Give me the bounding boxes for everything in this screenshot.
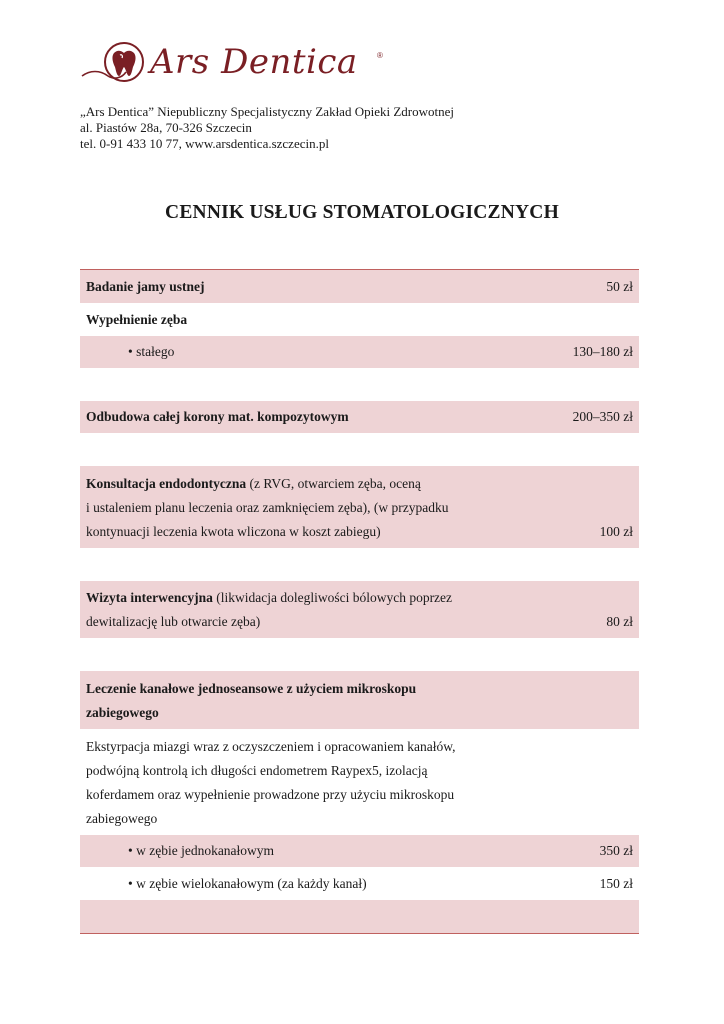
service-price: 150 zł — [599, 876, 633, 891]
spacer-row — [80, 368, 639, 401]
service-price: 200–350 zł — [572, 409, 633, 424]
price-row-crown — [80, 401, 639, 433]
service-price: 130–180 zł — [572, 344, 633, 359]
service-name: Konsultacja endodontyczna — [86, 476, 247, 491]
price-row-filling — [80, 303, 639, 336]
price-row-endo-multi — [80, 867, 639, 900]
registered-mark: ® — [377, 51, 383, 60]
service-detail: Ekstyrpacja miazgi wraz z oczyszczeniem i opracowaniem kanałów, — [86, 739, 456, 754]
service-name: • w zębie wielokanałowym (za każdy kanał) — [128, 876, 367, 891]
spacer-row — [80, 638, 639, 671]
clinic-contact: tel. 0-91 433 10 77, www.arsdentica.szczecin.pl — [80, 136, 329, 151]
service-price: 100 zł — [599, 524, 633, 539]
service-name: Odbudowa całej korony mat. kompozytowym — [86, 409, 349, 424]
service-price: 350 zł — [599, 843, 633, 858]
service-name: Badanie jamy ustnej — [86, 279, 205, 294]
service-price: 80 zł — [606, 614, 633, 629]
spacer-row — [80, 548, 639, 581]
service-detail: (z RVG, otwarciem zęba, oceną — [246, 476, 421, 491]
spacer-row — [80, 433, 639, 466]
price-row-consultation — [80, 466, 639, 548]
service-name: • w zębie jednokanałowym — [128, 843, 275, 858]
price-row-endo-single — [80, 835, 639, 867]
service-name: Wizyta interwencyjna — [86, 590, 213, 605]
service-detail: i ustaleniem planu leczenia oraz zamknięciem zęba), (w przypadku — [86, 500, 449, 515]
page-title: CENNIK USŁUG STOMATOLOGICZNYCH — [165, 202, 559, 223]
service-name: • stałego — [128, 344, 175, 359]
service-detail: (likwidacja dolegliwości bólowych poprzez — [212, 590, 453, 605]
service-detail: zabiegowego — [86, 811, 158, 826]
service-detail: koferdamem oraz wypełnienie prowadzone przy użyciu mikroskopu — [86, 787, 455, 802]
logo-wordmark: Ars Dentica — [150, 42, 358, 82]
clinic-address-block — [80, 104, 454, 152]
service-detail: podwójną kontrolą ich długości endometrem Raypex5, izolacją — [86, 763, 428, 778]
tooth-emblem-icon — [80, 40, 160, 90]
price-row-filling-permanent — [80, 336, 639, 368]
service-name-cont: zabiegowego — [86, 705, 159, 720]
price-row-endodontics-description — [80, 729, 639, 835]
price-row-exam — [80, 270, 639, 303]
service-price: 50 zł — [606, 279, 633, 294]
ars-dentica-logo — [80, 40, 390, 90]
service-detail: kontynuacji leczenia kwota wliczona w koszt zabiegu) — [86, 524, 381, 539]
empty-row — [80, 900, 639, 933]
service-name: Leczenie kanałowe jednoseansowe z użyciem mikroskopu — [86, 681, 417, 696]
clinic-address: al. Piastów 28a, 70-326 Szczecin — [80, 120, 252, 135]
clinic-name: „Ars Dentica” Niepubliczny Specjalistyczny Zakład Opieki Zdrowotnej — [80, 104, 454, 119]
service-detail: dewitalizację lub otwarcie zęba) — [86, 614, 261, 629]
price-list-table — [80, 269, 639, 934]
price-row-emergency — [80, 581, 639, 638]
service-name: Wypełnienie zęba — [86, 312, 188, 327]
price-row-endodontics-header — [80, 671, 639, 729]
